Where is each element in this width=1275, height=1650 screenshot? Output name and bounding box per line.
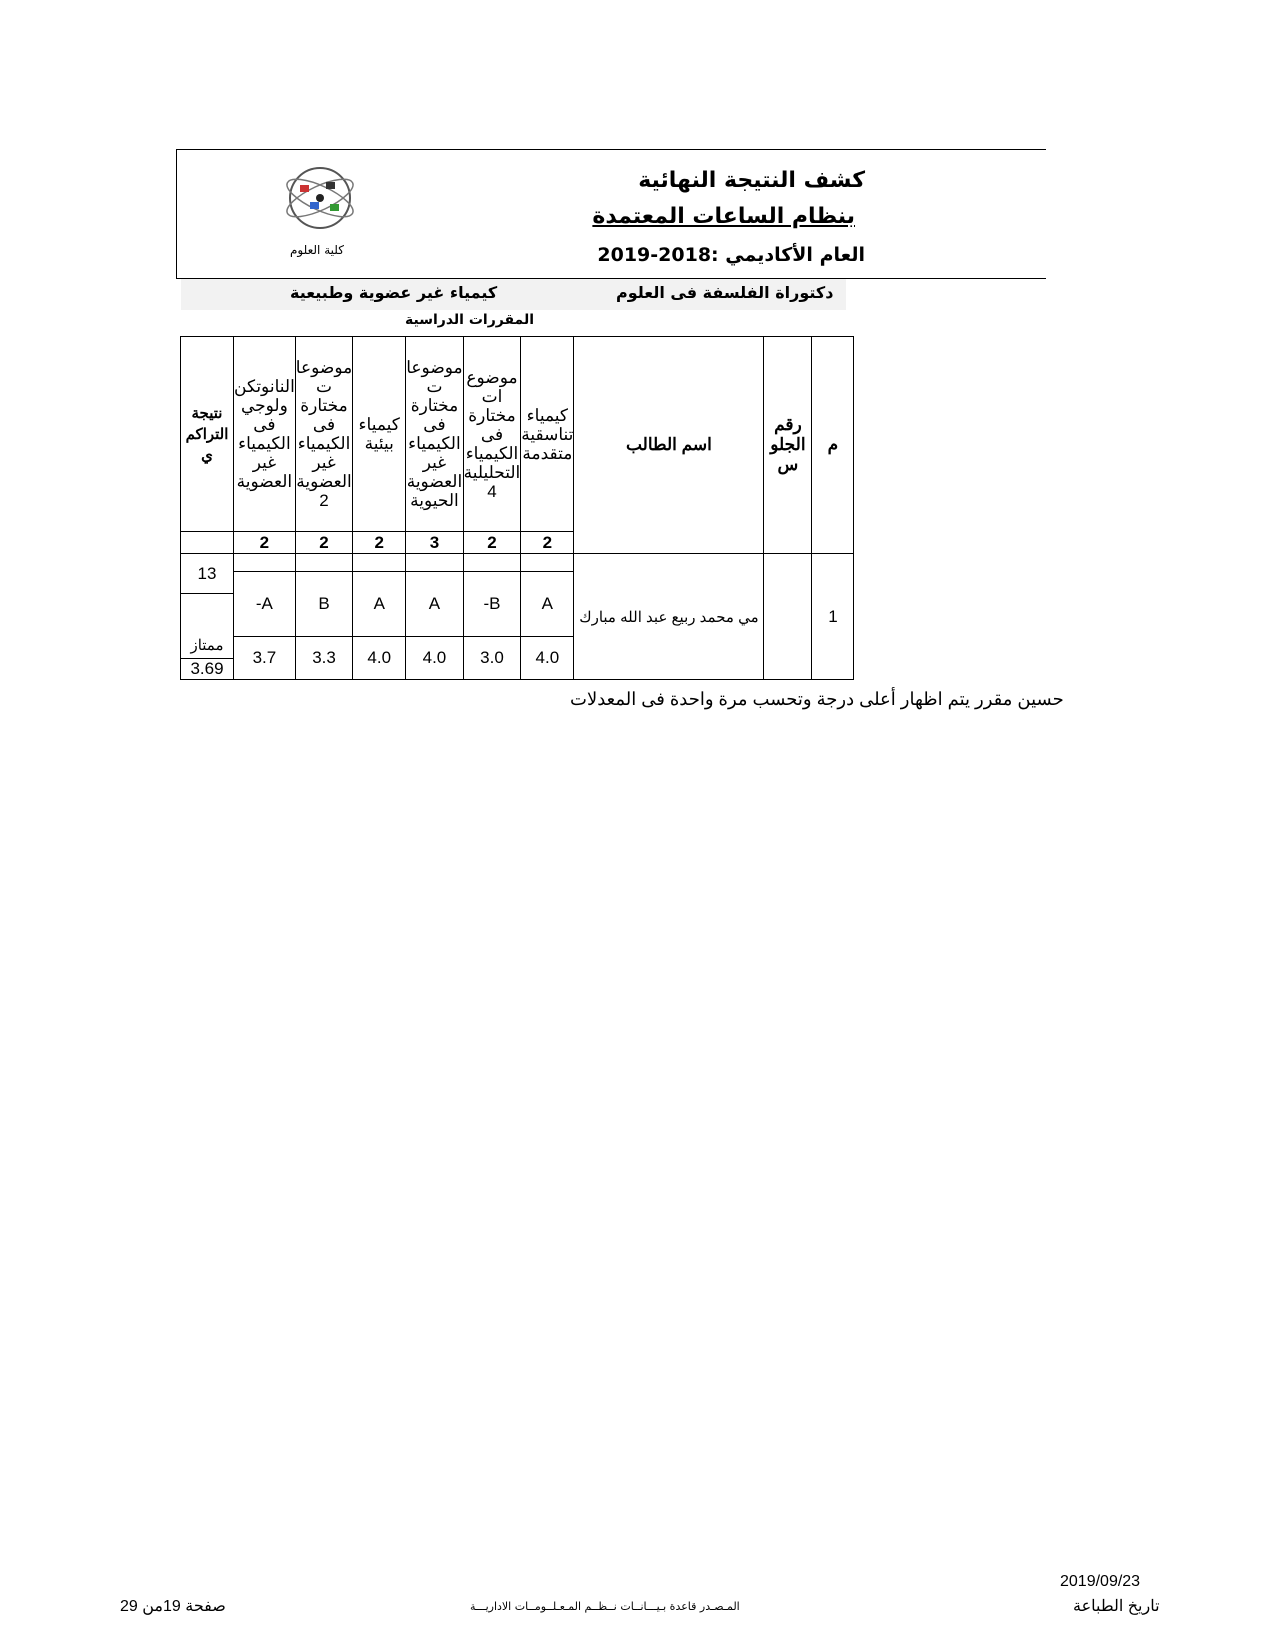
logo-caption: كلية العلوم [290, 243, 344, 257]
course-header: موضوعا ت مختارة فى الكيمياء غير العضوية الحيوية [406, 337, 463, 532]
grade-cell: A [521, 572, 574, 637]
credit-blank [181, 532, 234, 554]
course-header: كيمياء تناسقية متقدمة [521, 337, 574, 532]
student-name: مي محمد ربيع عبد الله مبارك [574, 554, 764, 680]
page-number: صفحة 19من 29 [120, 1598, 226, 1615]
points-cell: 3.0 [463, 637, 521, 680]
grade-cell: A [406, 572, 463, 637]
total-hours: 13 [181, 554, 234, 594]
course-credits: 2 [234, 532, 296, 554]
degree: دكتوراة الفلسفة فى العلوم [616, 283, 834, 302]
courses-label: المقررات الدراسية [405, 312, 535, 328]
spacer-cell [463, 554, 521, 572]
print-date: 2019/09/23 [1060, 1573, 1141, 1590]
course-header: النانوتكن ولوجي فى الكيمياء غير العضوية [234, 337, 296, 532]
grade-cell: B [295, 572, 352, 637]
grade-cell: -A [234, 572, 296, 637]
source-line: المـصـدر قاعدة بـيـــانــات نــظــم المـعـلــومــات الاداريـــة [470, 1600, 740, 1613]
gpa-cell: 3.69 [181, 659, 234, 680]
spacer-cell [295, 554, 352, 572]
results-table [180, 336, 854, 680]
course-credits: 2 [463, 532, 521, 554]
course-credits: 2 [353, 532, 406, 554]
spacer-cell [353, 554, 406, 572]
course-credits: 2 [521, 532, 574, 554]
spacer-cell [406, 554, 463, 572]
equivalence-note: حسين مقرر يتم اظهار أعلى درجة وتحسب مرة واحدة فى المعدلات [570, 689, 1064, 709]
col-index-header: م [812, 337, 854, 554]
row-index: 1 [812, 554, 854, 680]
points-cell: 3.3 [295, 637, 352, 680]
points-cell: 4.0 [406, 637, 463, 680]
print-date-label: تاريخ الطباعة [1073, 1598, 1160, 1615]
grade-cell: -B [463, 572, 521, 637]
course-header: موضوع ات مختارة فى الكيمياء التحليلية 4 [463, 337, 521, 532]
spacer-cell [234, 554, 296, 572]
course-header: موضوعا ت مختارة فى الكيمياء غير العضوية 2 [295, 337, 352, 532]
specialization: كيمياء غير عضوية وطبيعية [290, 283, 498, 302]
course-header: كيمياء بيئية [353, 337, 406, 532]
col-cumulative-header: نتيجة التراكم ي [181, 337, 234, 532]
spacer-cell [521, 554, 574, 572]
academic-year: العام الأكاديمي :2018-2019 [597, 244, 865, 266]
col-name-header: اسم الطالب [574, 337, 764, 554]
points-cell: 4.0 [353, 637, 406, 680]
col-seat-header: رقم الجلو س [764, 337, 812, 554]
grade-cell: A [353, 572, 406, 637]
faculty-logo [270, 160, 370, 240]
course-credits: 3 [406, 532, 463, 554]
rating-cell: ممتاز [181, 594, 234, 659]
points-cell: 4.0 [521, 637, 574, 680]
seat-number [764, 554, 812, 680]
report-title: كشف النتيجة النهائية [638, 168, 865, 193]
points-cell: 3.7 [234, 637, 296, 680]
course-credits: 2 [295, 532, 352, 554]
credit-system-title: بنظام الساعات المعتمدة [592, 204, 855, 229]
